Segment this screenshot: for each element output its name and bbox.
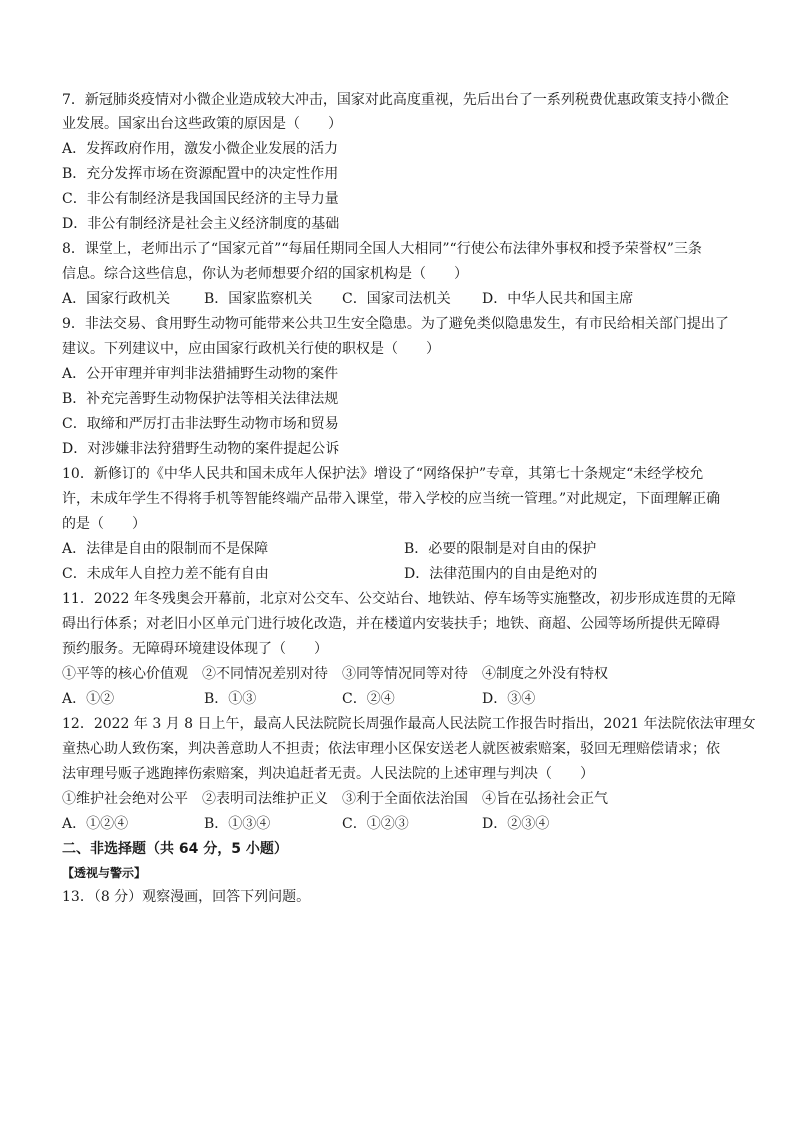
q11-option-d: D．③④ xyxy=(482,691,536,707)
q12-option-b: B．①③④ xyxy=(204,816,271,832)
q12-stem-line2: 童热心助人致伤案，判决善意助人不担责；依法审理小区保安送老人就医被索赔案，驳回无理赔偿请求；依 xyxy=(62,741,720,757)
q9-option-d: D．对涉嫌非法狩猎野生动物的案件提起公诉 xyxy=(62,441,340,457)
section-title: 二、非选择题（共 64 分，5 小题） xyxy=(62,841,288,857)
q8-options-row xyxy=(62,289,722,309)
q9-option-c: C．取缔和严厉打击非法野生动物市场和贸易 xyxy=(62,416,339,432)
q7-option-a: A．发挥政府作用，激发小微企业发展的活力 xyxy=(62,141,339,157)
q7-stem-line2: 业发展。国家出台这些政策的原因是（ ） xyxy=(62,116,342,132)
q8-stem-line1: 8．课堂上，老师出示了“国家元首”“每届任期同全国人大相同”“行使公布法律外事权和授予荣誉权”三条 xyxy=(62,241,702,257)
q11-option-c: C．②④ xyxy=(342,691,395,707)
q10-options-row1 xyxy=(62,539,722,559)
q12-stem-line3: 法审理号贩子逃跑摔伤索赔案，判决追赶者无责。人民法院的上述审理与判决（ ） xyxy=(62,766,594,782)
q8-option-c: C．国家司法机关 xyxy=(342,291,451,307)
q7-option-c: C．非公有制经济是我国国民经济的主导力量 xyxy=(62,191,339,207)
q10-stem-line1: 10．新修订的《中华人民共和国未成年人保护法》增设了“网络保护”专章，其第七十条规定“未经学校允 xyxy=(62,466,704,482)
q11-stem-line2: 碍出行体系；对老旧小区单元门进行坡化改造，并在楼道内安装扶手；地铁、商超、公园等场所提供无障碍 xyxy=(62,616,720,632)
q10-stem-line2: 许，未成年学生不得将手机等智能终端产品带入课堂，带入学校的应当统一管理。”对此规定，下面理解正确 xyxy=(62,491,721,507)
q10-option-c: C．未成年人自控力差不能有自由 xyxy=(62,566,269,582)
section-subtitle: 【透视与警示】 xyxy=(62,866,147,880)
q7-stem-line1: 7．新冠肺炎疫情对小微企业造成较大冲击，国家对此高度重视，先后出台了一系列税费优惠政策支持小微企 xyxy=(62,92,729,108)
q11-option-a: A．①② xyxy=(62,691,115,707)
q12-option-c: C．①②③ xyxy=(342,816,409,832)
q11-stem-line3: 预约服务。无障碍环境建设体现了（ ） xyxy=(62,641,328,657)
q8-stem-line2: 信息。综合这些信息，你认为老师想要介绍的国家机构是（ ） xyxy=(62,266,468,282)
q7-option-b: B．充分发挥市场在资源配置中的决定性作用 xyxy=(62,166,339,182)
q10-option-d: D．法律范围内的自由是绝对的 xyxy=(404,566,598,582)
q12-statements: ①维护社会绝对公平 ②表明司法维护正义 ③利于全面依法治国 ④旨在弘扬社会正气 xyxy=(62,791,608,807)
q10-stem-line3: 的是（ ） xyxy=(62,516,146,532)
q11-option-b: B．①③ xyxy=(204,691,257,707)
q12-option-d: D．②③④ xyxy=(482,816,550,832)
q11-options-row xyxy=(62,689,722,709)
q12-options-row xyxy=(62,814,722,834)
q8-option-d: D．中华人民共和国主席 xyxy=(482,291,634,307)
q10-option-a: A．法律是自由的限制而不是保障 xyxy=(62,541,269,557)
q9-option-b: B．补充完善野生动物保护法等相关法律法规 xyxy=(62,391,339,407)
q11-stem-line1: 11．2022 年冬残奥会开幕前，北京对公交车、公交站台、地铁站、停车场等实施整改，初步形成连贯的无障 xyxy=(62,591,736,607)
q12-option-a: A．①②④ xyxy=(62,816,129,832)
q9-stem-line1: 9．非法交易、食用野生动物可能带来公共卫生安全隐患。为了避免类似隐患发生，有市民给相关部门提出了 xyxy=(62,316,729,332)
q8-option-a: A．国家行政机关 xyxy=(62,291,171,307)
q7-option-d: D．非公有制经济是社会主义经济制度的基础 xyxy=(62,216,340,232)
q12-stem-line1: 12．2022 年 3 月 8 日上午，最高人民法院院长周强作最高人民法院工作报告时指出，2021 年法院依法审理女 xyxy=(62,716,756,732)
q9-option-a: A．公开审理并审判非法猎捕野生动物的案件 xyxy=(62,366,339,382)
q11-statements: ①平等的核心价值观 ②不同情况差别对待 ③同等情况同等对待 ④制度之外没有特权 xyxy=(62,666,608,682)
q10-option-b: B．必要的限制是对自由的保护 xyxy=(404,541,597,557)
q9-stem-line2: 建议。下列建议中，应由国家行政机关行使的职权是（ ） xyxy=(62,341,440,357)
q10-options-row2 xyxy=(62,564,722,584)
q13-stem: 13．（8 分）观察漫画，回答下列问题。 xyxy=(62,889,311,905)
q8-option-b: B．国家监察机关 xyxy=(204,291,313,307)
